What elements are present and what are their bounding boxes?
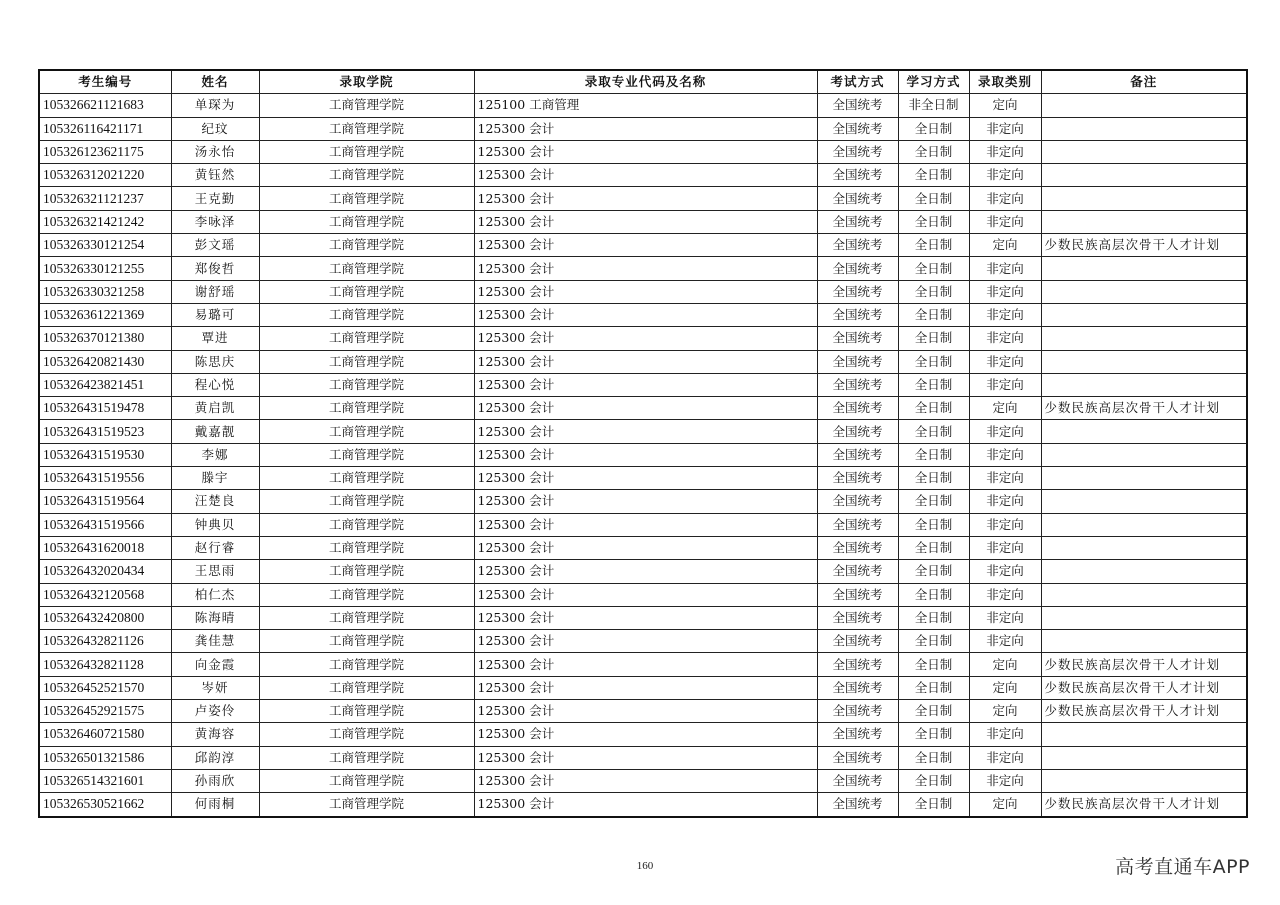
table-row: [39, 560, 1247, 583]
table-row: [39, 536, 1247, 559]
cell-college: 工商管理学院: [259, 210, 474, 233]
cell-study-mode: 全日制: [898, 583, 969, 606]
cell-major: 125300 会计: [474, 420, 817, 443]
cell-name: 岑妍: [171, 676, 259, 699]
cell-name: 谢舒瑶: [171, 280, 259, 303]
cell-candidate-id: 105326123621175: [39, 140, 171, 163]
table-row: [39, 630, 1247, 653]
cell-college: 工商管理学院: [259, 746, 474, 769]
cell-exam-method: 全国统考: [817, 117, 898, 140]
cell-candidate-id: 105326432821126: [39, 630, 171, 653]
cell-study-mode: 全日制: [898, 280, 969, 303]
cell-candidate-id: 105326432020434: [39, 560, 171, 583]
table-row: [39, 513, 1247, 536]
cell-name: 王克勤: [171, 187, 259, 210]
cell-study-mode: 全日制: [898, 700, 969, 723]
cell-exam-method: 全国统考: [817, 769, 898, 792]
cell-remarks: [1041, 327, 1247, 350]
cell-exam-method: 全国统考: [817, 373, 898, 396]
cell-remarks: [1041, 257, 1247, 280]
cell-remarks: [1041, 769, 1247, 792]
cell-exam-method: 全国统考: [817, 303, 898, 326]
table-row: [39, 373, 1247, 396]
header-college: 录取学院: [259, 70, 474, 94]
table-row: [39, 676, 1247, 699]
cell-college: 工商管理学院: [259, 513, 474, 536]
cell-college: 工商管理学院: [259, 676, 474, 699]
cell-college: 工商管理学院: [259, 653, 474, 676]
cell-remarks: [1041, 513, 1247, 536]
cell-candidate-id: 105326514321601: [39, 769, 171, 792]
cell-candidate-id: 105326312021220: [39, 164, 171, 187]
cell-exam-method: 全国统考: [817, 443, 898, 466]
cell-exam-method: 全国统考: [817, 257, 898, 280]
cell-study-mode: 全日制: [898, 210, 969, 233]
table-row: [39, 606, 1247, 629]
admission-table: [38, 69, 1248, 818]
cell-remarks: [1041, 443, 1247, 466]
cell-name: 滕宇: [171, 467, 259, 490]
cell-candidate-id: 105326501321586: [39, 746, 171, 769]
cell-college: 工商管理学院: [259, 769, 474, 792]
cell-study-mode: 全日制: [898, 187, 969, 210]
cell-candidate-id: 105326452521570: [39, 676, 171, 699]
cell-name: 李娜: [171, 443, 259, 466]
cell-major: 125300 会计: [474, 490, 817, 513]
cell-study-mode: 全日制: [898, 327, 969, 350]
cell-exam-method: 全国统考: [817, 94, 898, 117]
cell-major: 125300 会计: [474, 350, 817, 373]
cell-study-mode: 全日制: [898, 746, 969, 769]
cell-remarks: [1041, 490, 1247, 513]
cell-remarks: [1041, 420, 1247, 443]
cell-remarks: [1041, 164, 1247, 187]
cell-name: 向金霞: [171, 653, 259, 676]
table-row: [39, 327, 1247, 350]
cell-name: 卢姿伶: [171, 700, 259, 723]
cell-major: 125300 会计: [474, 373, 817, 396]
cell-major: 125300 会计: [474, 583, 817, 606]
cell-admission-type: 非定向: [969, 117, 1041, 140]
cell-study-mode: 全日制: [898, 397, 969, 420]
table-row: [39, 653, 1247, 676]
cell-college: 工商管理学院: [259, 234, 474, 257]
cell-college: 工商管理学院: [259, 536, 474, 559]
cell-exam-method: 全国统考: [817, 700, 898, 723]
cell-candidate-id: 105326431519523: [39, 420, 171, 443]
cell-college: 工商管理学院: [259, 187, 474, 210]
cell-admission-type: 定向: [969, 653, 1041, 676]
cell-remarks: [1041, 630, 1247, 653]
cell-remarks: [1041, 723, 1247, 746]
cell-major: 125300 会计: [474, 234, 817, 257]
cell-study-mode: 全日制: [898, 723, 969, 746]
cell-exam-method: 全国统考: [817, 653, 898, 676]
cell-college: 工商管理学院: [259, 164, 474, 187]
cell-remarks: [1041, 117, 1247, 140]
table-row: [39, 303, 1247, 326]
cell-major: 125300 会计: [474, 793, 817, 817]
cell-major: 125300 会计: [474, 257, 817, 280]
cell-study-mode: 全日制: [898, 234, 969, 257]
cell-study-mode: 全日制: [898, 140, 969, 163]
cell-study-mode: 全日制: [898, 373, 969, 396]
header-exam-method: 考试方式: [817, 70, 898, 94]
cell-remarks: [1041, 303, 1247, 326]
cell-major: 125300 会计: [474, 187, 817, 210]
cell-study-mode: 全日制: [898, 676, 969, 699]
header-admission-type: 录取类别: [969, 70, 1041, 94]
cell-remarks: 少数民族高层次骨干人才计划: [1041, 653, 1247, 676]
cell-candidate-id: 105326370121380: [39, 327, 171, 350]
table-row: [39, 117, 1247, 140]
table-row: [39, 187, 1247, 210]
cell-candidate-id: 105326431620018: [39, 536, 171, 559]
cell-remarks: [1041, 210, 1247, 233]
cell-exam-method: 全国统考: [817, 723, 898, 746]
cell-admission-type: 非定向: [969, 257, 1041, 280]
cell-admission-type: 非定向: [969, 327, 1041, 350]
cell-admission-type: 非定向: [969, 513, 1041, 536]
cell-major: 125300 会计: [474, 630, 817, 653]
cell-study-mode: 全日制: [898, 303, 969, 326]
cell-name: 钟典贝: [171, 513, 259, 536]
cell-exam-method: 全国统考: [817, 164, 898, 187]
table-row: [39, 280, 1247, 303]
cell-candidate-id: 105326432821128: [39, 653, 171, 676]
cell-remarks: 少数民族高层次骨干人才计划: [1041, 234, 1247, 257]
cell-name: 陈海晴: [171, 606, 259, 629]
cell-remarks: [1041, 140, 1247, 163]
cell-admission-type: 非定向: [969, 210, 1041, 233]
table-row: [39, 94, 1247, 117]
cell-study-mode: 全日制: [898, 560, 969, 583]
table-row: [39, 140, 1247, 163]
cell-admission-type: 非定向: [969, 583, 1041, 606]
table-row: [39, 793, 1247, 817]
cell-admission-type: 非定向: [969, 420, 1041, 443]
cell-admission-type: 非定向: [969, 560, 1041, 583]
table-row: [39, 723, 1247, 746]
cell-exam-method: 全国统考: [817, 513, 898, 536]
cell-candidate-id: 105326116421171: [39, 117, 171, 140]
cell-name: 黄钰然: [171, 164, 259, 187]
cell-major: 125300 会计: [474, 443, 817, 466]
cell-name: 柏仁杰: [171, 583, 259, 606]
cell-exam-method: 全国统考: [817, 536, 898, 559]
cell-admission-type: 非定向: [969, 746, 1041, 769]
header-major: 录取专业代码及名称: [474, 70, 817, 94]
cell-college: 工商管理学院: [259, 350, 474, 373]
cell-name: 单琛为: [171, 94, 259, 117]
cell-college: 工商管理学院: [259, 443, 474, 466]
cell-college: 工商管理学院: [259, 700, 474, 723]
cell-remarks: [1041, 467, 1247, 490]
table-row: [39, 210, 1247, 233]
cell-remarks: 少数民族高层次骨干人才计划: [1041, 397, 1247, 420]
cell-name: 王思雨: [171, 560, 259, 583]
cell-name: 彭文瑶: [171, 234, 259, 257]
cell-name: 黄启凯: [171, 397, 259, 420]
cell-study-mode: 全日制: [898, 653, 969, 676]
cell-name: 邱韵淳: [171, 746, 259, 769]
header-candidate-id: 考生编号: [39, 70, 171, 94]
cell-admission-type: 非定向: [969, 723, 1041, 746]
cell-name: 覃进: [171, 327, 259, 350]
cell-admission-type: 定向: [969, 676, 1041, 699]
cell-admission-type: 非定向: [969, 303, 1041, 326]
cell-candidate-id: 105326431519478: [39, 397, 171, 420]
cell-admission-type: 非定向: [969, 164, 1041, 187]
cell-college: 工商管理学院: [259, 583, 474, 606]
cell-study-mode: 全日制: [898, 513, 969, 536]
cell-candidate-id: 105326431519564: [39, 490, 171, 513]
page-number: 160: [636, 860, 654, 872]
cell-major: 125300 会计: [474, 606, 817, 629]
cell-admission-type: 定向: [969, 397, 1041, 420]
cell-study-mode: 全日制: [898, 630, 969, 653]
cell-study-mode: 全日制: [898, 536, 969, 559]
cell-admission-type: 定向: [969, 234, 1041, 257]
cell-college: 工商管理学院: [259, 630, 474, 653]
cell-remarks: [1041, 560, 1247, 583]
cell-candidate-id: 105326452921575: [39, 700, 171, 723]
cell-admission-type: 非定向: [969, 630, 1041, 653]
cell-name: 陈思庆: [171, 350, 259, 373]
cell-college: 工商管理学院: [259, 723, 474, 746]
cell-college: 工商管理学院: [259, 373, 474, 396]
cell-exam-method: 全国统考: [817, 630, 898, 653]
cell-major: 125300 会计: [474, 723, 817, 746]
cell-college: 工商管理学院: [259, 303, 474, 326]
table-row: [39, 769, 1247, 792]
cell-major: 125300 会计: [474, 513, 817, 536]
cell-name: 汤永怡: [171, 140, 259, 163]
cell-major: 125300 会计: [474, 746, 817, 769]
cell-exam-method: 全国统考: [817, 187, 898, 210]
cell-major: 125300 会计: [474, 397, 817, 420]
cell-admission-type: 非定向: [969, 140, 1041, 163]
cell-candidate-id: 105326431519530: [39, 443, 171, 466]
cell-candidate-id: 105326621121683: [39, 94, 171, 117]
cell-major: 125300 会计: [474, 117, 817, 140]
table-row: [39, 467, 1247, 490]
cell-college: 工商管理学院: [259, 94, 474, 117]
cell-exam-method: 全国统考: [817, 490, 898, 513]
cell-major: 125300 会计: [474, 280, 817, 303]
cell-remarks: [1041, 373, 1247, 396]
cell-exam-method: 全国统考: [817, 420, 898, 443]
cell-admission-type: 非定向: [969, 350, 1041, 373]
table-row: [39, 443, 1247, 466]
cell-remarks: [1041, 187, 1247, 210]
header-remarks: 备注: [1041, 70, 1247, 94]
cell-name: 纪玟: [171, 117, 259, 140]
cell-remarks: [1041, 606, 1247, 629]
cell-college: 工商管理学院: [259, 490, 474, 513]
cell-candidate-id: 105326432420800: [39, 606, 171, 629]
cell-major: 125300 会计: [474, 676, 817, 699]
cell-admission-type: 定向: [969, 793, 1041, 817]
cell-major: 125300 会计: [474, 303, 817, 326]
cell-candidate-id: 105326423821451: [39, 373, 171, 396]
cell-exam-method: 全国统考: [817, 210, 898, 233]
cell-study-mode: 全日制: [898, 769, 969, 792]
cell-remarks: 少数民族高层次骨干人才计划: [1041, 793, 1247, 817]
cell-candidate-id: 105326530521662: [39, 793, 171, 817]
cell-remarks: [1041, 280, 1247, 303]
cell-admission-type: 非定向: [969, 536, 1041, 559]
cell-candidate-id: 105326321421242: [39, 210, 171, 233]
table-row: [39, 420, 1247, 443]
cell-candidate-id: 105326420821430: [39, 350, 171, 373]
cell-candidate-id: 105326460721580: [39, 723, 171, 746]
cell-name: 易璐可: [171, 303, 259, 326]
cell-study-mode: 全日制: [898, 443, 969, 466]
cell-exam-method: 全国统考: [817, 280, 898, 303]
cell-college: 工商管理学院: [259, 560, 474, 583]
cell-candidate-id: 105326361221369: [39, 303, 171, 326]
cell-remarks: [1041, 94, 1247, 117]
cell-college: 工商管理学院: [259, 606, 474, 629]
cell-exam-method: 全国统考: [817, 583, 898, 606]
cell-candidate-id: 105326431519566: [39, 513, 171, 536]
cell-remarks: 少数民族高层次骨干人才计划: [1041, 700, 1247, 723]
table-body: [39, 94, 1247, 817]
cell-study-mode: 全日制: [898, 164, 969, 187]
header-study-mode: 学习方式: [898, 70, 969, 94]
cell-name: 李咏泽: [171, 210, 259, 233]
cell-admission-type: 非定向: [969, 467, 1041, 490]
cell-name: 汪楚良: [171, 490, 259, 513]
cell-name: 龚佳慧: [171, 630, 259, 653]
cell-remarks: [1041, 350, 1247, 373]
cell-college: 工商管理学院: [259, 280, 474, 303]
cell-name: 程心悦: [171, 373, 259, 396]
cell-major: 125100 工商管理: [474, 94, 817, 117]
header-name: 姓名: [171, 70, 259, 94]
cell-major: 125300 会计: [474, 164, 817, 187]
cell-exam-method: 全国统考: [817, 793, 898, 817]
table-row: [39, 583, 1247, 606]
cell-study-mode: 全日制: [898, 257, 969, 280]
cell-remarks: [1041, 746, 1247, 769]
table-row: [39, 164, 1247, 187]
cell-exam-method: 全国统考: [817, 746, 898, 769]
cell-remarks: [1041, 536, 1247, 559]
cell-admission-type: 非定向: [969, 373, 1041, 396]
table-row: [39, 490, 1247, 513]
cell-admission-type: 非定向: [969, 769, 1041, 792]
table-row: [39, 746, 1247, 769]
cell-college: 工商管理学院: [259, 117, 474, 140]
cell-major: 125300 会计: [474, 467, 817, 490]
cell-candidate-id: 105326432120568: [39, 583, 171, 606]
cell-name: 赵行睿: [171, 536, 259, 559]
cell-major: 125300 会计: [474, 140, 817, 163]
cell-candidate-id: 105326330121254: [39, 234, 171, 257]
cell-admission-type: 定向: [969, 700, 1041, 723]
cell-major: 125300 会计: [474, 700, 817, 723]
cell-admission-type: 定向: [969, 94, 1041, 117]
cell-candidate-id: 105326431519556: [39, 467, 171, 490]
table-header-row: [39, 70, 1247, 94]
cell-exam-method: 全国统考: [817, 560, 898, 583]
cell-college: 工商管理学院: [259, 397, 474, 420]
cell-exam-method: 全国统考: [817, 350, 898, 373]
cell-major: 125300 会计: [474, 769, 817, 792]
cell-study-mode: 全日制: [898, 117, 969, 140]
cell-major: 125300 会计: [474, 210, 817, 233]
cell-major: 125300 会计: [474, 327, 817, 350]
table-row: [39, 234, 1247, 257]
cell-college: 工商管理学院: [259, 467, 474, 490]
cell-name: 孙雨欣: [171, 769, 259, 792]
cell-major: 125300 会计: [474, 653, 817, 676]
cell-exam-method: 全国统考: [817, 397, 898, 420]
cell-study-mode: 全日制: [898, 793, 969, 817]
cell-exam-method: 全国统考: [817, 234, 898, 257]
cell-college: 工商管理学院: [259, 140, 474, 163]
cell-name: 郑俊哲: [171, 257, 259, 280]
cell-exam-method: 全国统考: [817, 327, 898, 350]
table-row: [39, 257, 1247, 280]
cell-admission-type: 非定向: [969, 280, 1041, 303]
table-row: [39, 397, 1247, 420]
cell-exam-method: 全国统考: [817, 467, 898, 490]
cell-study-mode: 全日制: [898, 490, 969, 513]
cell-college: 工商管理学院: [259, 420, 474, 443]
cell-name: 戴嘉靓: [171, 420, 259, 443]
cell-study-mode: 全日制: [898, 350, 969, 373]
cell-study-mode: 全日制: [898, 606, 969, 629]
watermark-text: 高考直通车APP: [1115, 856, 1250, 878]
cell-admission-type: 非定向: [969, 606, 1041, 629]
cell-candidate-id: 105326330121255: [39, 257, 171, 280]
cell-admission-type: 非定向: [969, 490, 1041, 513]
cell-candidate-id: 105326330321258: [39, 280, 171, 303]
cell-name: 何雨桐: [171, 793, 259, 817]
cell-remarks: 少数民族高层次骨干人才计划: [1041, 676, 1247, 699]
table-row: [39, 700, 1247, 723]
cell-admission-type: 非定向: [969, 187, 1041, 210]
cell-college: 工商管理学院: [259, 257, 474, 280]
cell-college: 工商管理学院: [259, 793, 474, 817]
cell-college: 工商管理学院: [259, 327, 474, 350]
cell-admission-type: 非定向: [969, 443, 1041, 466]
cell-major: 125300 会计: [474, 560, 817, 583]
cell-study-mode: 全日制: [898, 467, 969, 490]
cell-name: 黄海容: [171, 723, 259, 746]
cell-major: 125300 会计: [474, 536, 817, 559]
cell-remarks: [1041, 583, 1247, 606]
cell-exam-method: 全国统考: [817, 606, 898, 629]
cell-exam-method: 全国统考: [817, 140, 898, 163]
table-row: [39, 350, 1247, 373]
cell-exam-method: 全国统考: [817, 676, 898, 699]
cell-study-mode: 非全日制: [898, 94, 969, 117]
cell-study-mode: 全日制: [898, 420, 969, 443]
cell-candidate-id: 105326321121237: [39, 187, 171, 210]
